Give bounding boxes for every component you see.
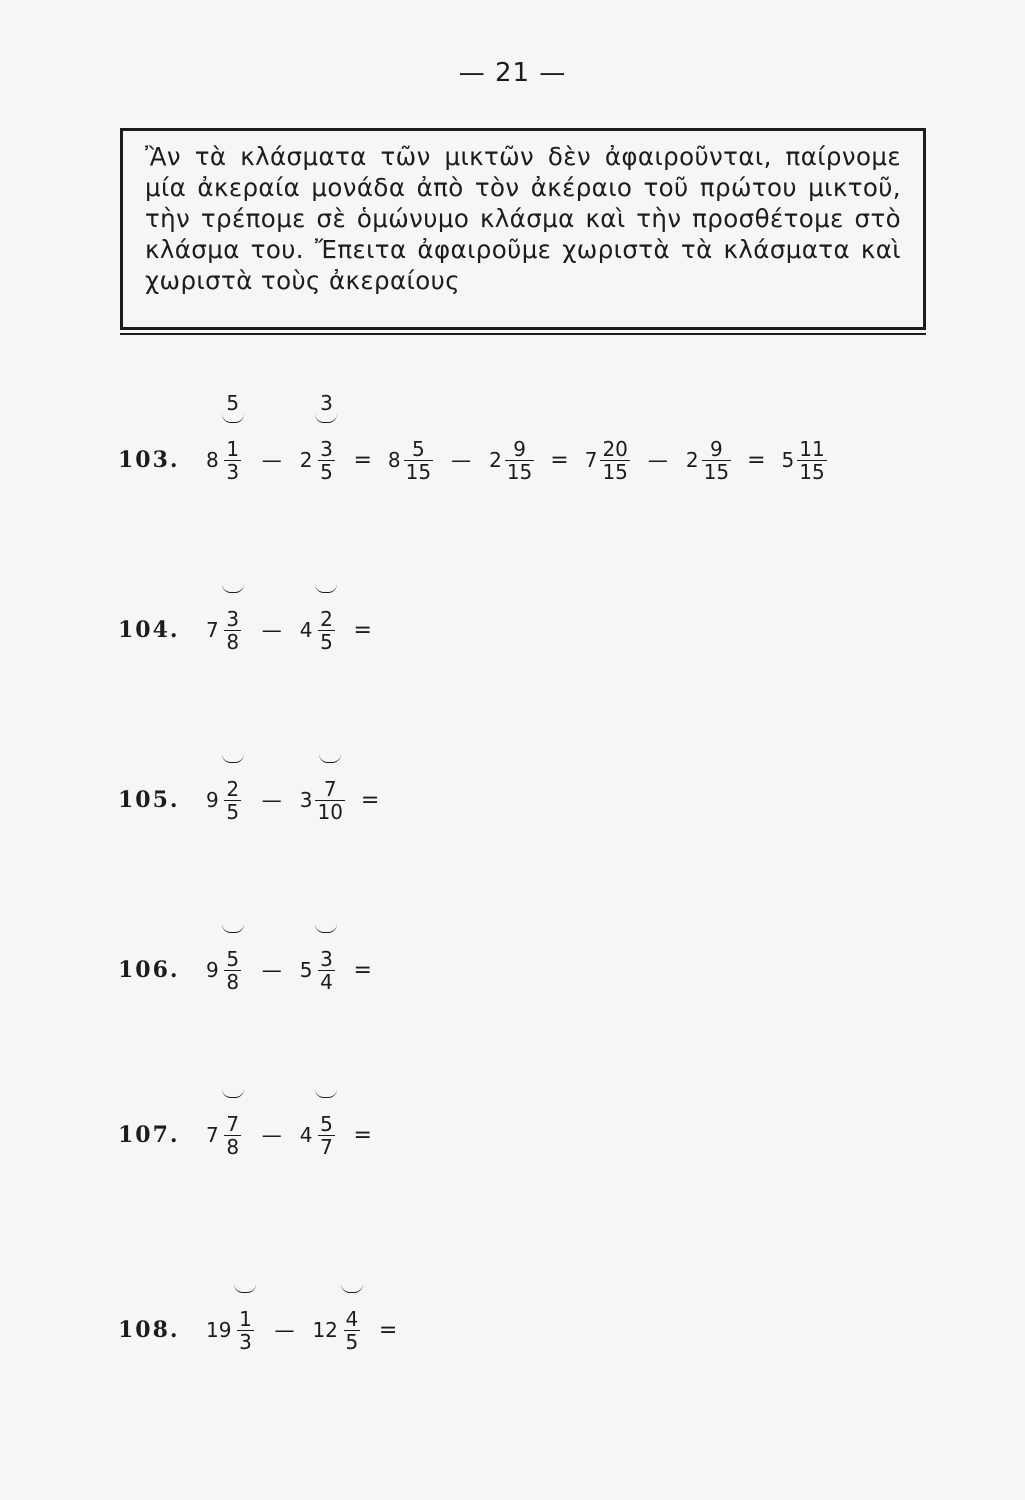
denominator: 5 bbox=[320, 459, 333, 484]
tie-mark-group bbox=[222, 732, 244, 763]
factor-value: 3 bbox=[320, 390, 333, 415]
mixed-number bbox=[206, 1308, 256, 1353]
tie-spacer bbox=[323, 562, 329, 584]
tie-spacer bbox=[349, 1262, 355, 1284]
whole-part: 19 bbox=[206, 1318, 232, 1342]
minus-sign: — bbox=[261, 958, 282, 982]
fraction bbox=[600, 438, 629, 483]
tie-spacer bbox=[323, 1067, 329, 1089]
tie-mark-group bbox=[319, 732, 341, 763]
minus-sign: — bbox=[274, 1318, 295, 1342]
exercise-105 bbox=[118, 770, 395, 830]
tie-mark bbox=[315, 584, 337, 593]
whole-part: 3 bbox=[299, 788, 313, 812]
numerator: 5 bbox=[412, 436, 425, 461]
denominator: 15 bbox=[799, 459, 825, 484]
denominator: 8 bbox=[226, 629, 240, 654]
numerator: 9 bbox=[513, 436, 526, 461]
tie-spacer bbox=[327, 732, 333, 754]
mixed-number bbox=[206, 608, 244, 653]
denominator: 4 bbox=[320, 969, 333, 994]
numerator: 3 bbox=[226, 606, 240, 631]
whole-part: 5 bbox=[781, 448, 795, 472]
minus-sign: — bbox=[261, 788, 282, 812]
equals-sign: = bbox=[378, 1317, 398, 1343]
exercise-108 bbox=[118, 1300, 413, 1360]
whole-part: 2 bbox=[685, 448, 699, 472]
numerator: 7 bbox=[323, 776, 337, 801]
mixed-number bbox=[300, 948, 338, 993]
mixed-number bbox=[489, 438, 534, 483]
mixed-number bbox=[206, 948, 244, 993]
rule-text: Ἂν τὰ κλάσματα τῶν μικτῶν δὲν ἀφαιροῦνται, παίρνομε μία ἀκεραία μονάδα ἀπὸ τὸν ἀκέραιο τοῦ πρώτου μικτοῦ, τὴν τρέπομε σὲ ὁμώνυμο κλάσμα καὶ τὴν προσθέτομε στὸ κλάσμα του. Ἔπειτα ἀφαιροῦμε χωριστὰ τὰ κλάσματα καὶ χωριστὰ τοὺς ἀκεραίους bbox=[145, 142, 901, 295]
numerator: 4 bbox=[345, 1306, 359, 1331]
equals-sign: = bbox=[353, 447, 372, 473]
denominator: 5 bbox=[345, 1329, 359, 1354]
numerator: 3 bbox=[320, 436, 333, 461]
numerator: 1 bbox=[239, 1306, 252, 1331]
tie-mark bbox=[222, 1089, 244, 1098]
denominator: 7 bbox=[320, 1134, 333, 1159]
tie-spacer bbox=[230, 562, 236, 584]
whole-part: 8 bbox=[387, 448, 401, 472]
mixed-number bbox=[206, 778, 244, 823]
fraction bbox=[222, 390, 244, 484]
rule-box bbox=[120, 128, 926, 330]
tie-mark-group bbox=[234, 1262, 256, 1293]
fraction bbox=[315, 1113, 337, 1158]
mixed-number bbox=[300, 778, 345, 823]
tie-mark bbox=[234, 1284, 256, 1293]
denominator: 5 bbox=[320, 629, 333, 654]
numerator: 2 bbox=[226, 776, 240, 801]
tie-spacer bbox=[230, 902, 236, 924]
exercise-number: 107. bbox=[118, 1122, 180, 1148]
denominator: 10 bbox=[317, 799, 343, 824]
denominator: 8 bbox=[226, 969, 240, 994]
tie-mark-group bbox=[315, 902, 337, 933]
exercise-106 bbox=[118, 940, 388, 1000]
mixed-number bbox=[686, 438, 731, 483]
numerator: 5 bbox=[320, 1111, 333, 1136]
whole-part: 7 bbox=[206, 1123, 219, 1147]
fraction bbox=[222, 1113, 244, 1158]
tie-spacer bbox=[230, 732, 236, 754]
minus-sign: — bbox=[261, 1123, 282, 1147]
mixed-number bbox=[206, 390, 244, 484]
exercise-number: 108. bbox=[118, 1317, 180, 1343]
equals-sign: = bbox=[353, 1122, 372, 1148]
numerator: 2 bbox=[320, 606, 333, 631]
denominator: 8 bbox=[226, 1134, 240, 1159]
denominator: 3 bbox=[239, 1329, 252, 1354]
whole-part: 9 bbox=[206, 788, 219, 812]
minus-sign: — bbox=[261, 448, 282, 472]
tie-mark bbox=[319, 754, 341, 763]
fraction bbox=[222, 948, 244, 993]
exercise-104 bbox=[118, 600, 388, 660]
fraction bbox=[505, 438, 534, 483]
equals-sign: = bbox=[353, 957, 372, 983]
mixed-number bbox=[299, 390, 338, 484]
lcd-factor bbox=[222, 392, 244, 423]
tie-spacer bbox=[230, 1067, 236, 1089]
fraction bbox=[315, 948, 337, 993]
whole-part: 2 bbox=[299, 448, 313, 472]
fraction bbox=[222, 608, 244, 653]
tie-spacer bbox=[323, 902, 329, 924]
numerator: 1 bbox=[226, 436, 240, 461]
fraction bbox=[404, 438, 433, 483]
tie-mark bbox=[315, 414, 337, 423]
tie-mark-group bbox=[315, 562, 337, 593]
whole-part: 4 bbox=[299, 1123, 313, 1147]
fraction bbox=[315, 608, 337, 653]
minus-sign: — bbox=[647, 448, 668, 472]
exercise-107 bbox=[118, 1105, 388, 1165]
numerator: 5 bbox=[226, 946, 240, 971]
equals-sign: = bbox=[353, 617, 372, 643]
numerator: 20 bbox=[602, 436, 628, 461]
tie-spacer bbox=[242, 1262, 248, 1284]
whole-part: 4 bbox=[299, 618, 313, 642]
fraction bbox=[315, 390, 337, 484]
exercise-number: 106. bbox=[118, 957, 180, 983]
denominator: 15 bbox=[703, 459, 730, 484]
tie-mark-group bbox=[222, 902, 244, 933]
denominator: 15 bbox=[506, 459, 533, 484]
fraction bbox=[315, 778, 344, 823]
fraction bbox=[222, 778, 244, 823]
whole-part: 2 bbox=[489, 448, 502, 472]
whole-part: 7 bbox=[584, 448, 598, 472]
equals-sign: = bbox=[550, 447, 569, 473]
exercise-number: 103. bbox=[118, 447, 180, 473]
equals-sign: = bbox=[360, 787, 380, 813]
tie-mark-group bbox=[315, 1067, 337, 1098]
fraction bbox=[797, 438, 826, 483]
mixed-number bbox=[300, 1113, 338, 1158]
exercise-number: 104. bbox=[118, 617, 180, 643]
tie-mark bbox=[222, 754, 244, 763]
denominator: 5 bbox=[226, 799, 240, 824]
tie-mark bbox=[341, 1284, 363, 1293]
tie-mark-group bbox=[222, 562, 244, 593]
whole-part: 7 bbox=[206, 618, 219, 642]
minus-sign: — bbox=[451, 448, 472, 472]
denominator: 3 bbox=[226, 459, 240, 484]
numerator: 9 bbox=[710, 436, 723, 461]
mixed-number bbox=[300, 608, 338, 653]
mixed-number bbox=[585, 438, 630, 483]
exercise-number: 105. bbox=[118, 787, 180, 813]
mixed-number bbox=[206, 1113, 244, 1158]
fraction bbox=[702, 438, 731, 483]
exercise-103 bbox=[118, 390, 827, 490]
tie-mark bbox=[315, 1089, 337, 1098]
tie-mark-group bbox=[341, 1262, 363, 1293]
factor-value: 5 bbox=[226, 390, 240, 415]
fraction bbox=[234, 1308, 256, 1353]
tie-mark bbox=[315, 924, 337, 933]
equals-sign: = bbox=[747, 447, 766, 473]
tie-mark bbox=[222, 584, 244, 593]
whole-part: 5 bbox=[299, 958, 313, 982]
whole-part: 12 bbox=[312, 1318, 338, 1342]
tie-mark bbox=[222, 924, 244, 933]
whole-part: 9 bbox=[206, 958, 219, 982]
mixed-number bbox=[388, 438, 433, 483]
numerator: 7 bbox=[226, 1111, 240, 1136]
fraction bbox=[341, 1308, 363, 1353]
minus-sign: — bbox=[261, 618, 282, 642]
whole-part: 8 bbox=[206, 448, 219, 472]
denominator: 15 bbox=[405, 459, 432, 484]
lcd-factor bbox=[315, 392, 337, 423]
tie-mark-group bbox=[222, 1067, 244, 1098]
numerator: 3 bbox=[320, 946, 333, 971]
page-number: — 21 — bbox=[458, 58, 567, 88]
numerator: 11 bbox=[799, 436, 825, 461]
tie-mark bbox=[222, 414, 244, 423]
mixed-number bbox=[312, 1308, 362, 1353]
mixed-number bbox=[782, 438, 827, 483]
denominator: 15 bbox=[602, 459, 628, 484]
